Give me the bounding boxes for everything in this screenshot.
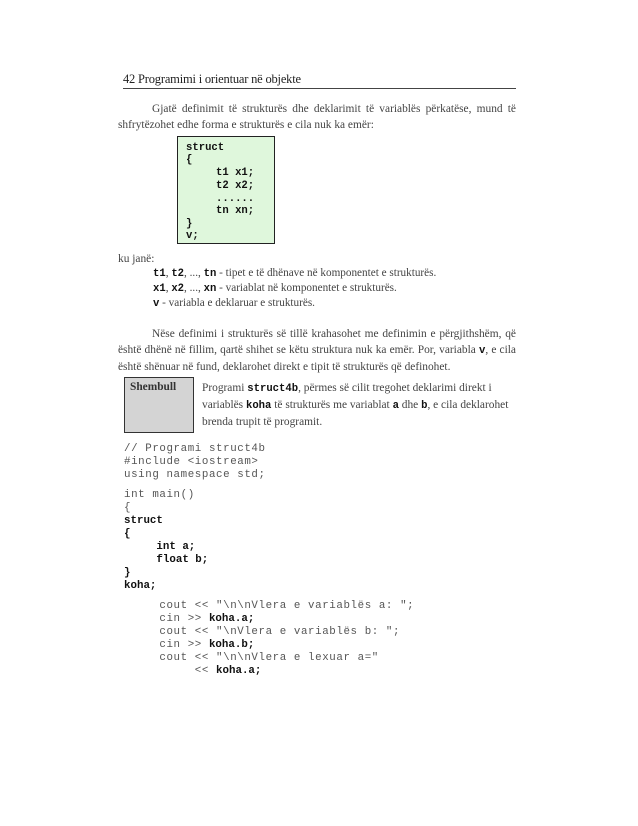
explanation-paragraph: Nëse definimi i strukturës së tillë krahasohet me definimin e përgjithshëm, që është dhënë në fillim, qartë shihet se këtu struktura nuk ka emër. Por, variabla v, e cila është shënuar në fund, deklarohet direkt e tipit të strukturës që definohet. xyxy=(118,328,516,373)
code-main: int main() xyxy=(124,489,195,501)
code-include: #include <iostream> xyxy=(124,456,259,468)
code-cout-3-cont: << koha.a; xyxy=(124,665,262,677)
code-using: using namespace std; xyxy=(124,469,266,481)
code-member-a: int a; xyxy=(124,541,196,553)
code-line: { xyxy=(186,154,193,166)
intro-paragraph: Gjatë definimit të strukturës dhe deklarimit të variablës përkatëse, mund të shfrytëzohet edhe forma e strukturës e cila nuk ka emër: xyxy=(118,103,516,131)
code-member-b: float b; xyxy=(124,554,209,566)
code-line: v; xyxy=(186,230,199,242)
code-struct-open: { xyxy=(124,528,131,540)
code-struct-keyword: struct xyxy=(124,515,163,527)
code-cout-3: cout << "\n\nVlera e lexuar a=" xyxy=(124,652,379,664)
code-open-brace: { xyxy=(124,502,132,514)
code-comment: // Programi struct4b xyxy=(124,443,266,455)
code-cin-1: cin >> koha.a; xyxy=(124,613,255,625)
code-line: t1 x1; xyxy=(216,167,255,179)
example-label: Shembull xyxy=(130,381,177,393)
definition-item: x1, x2, ..., xn - variablat në komponentet e strukturës. xyxy=(153,282,397,295)
code-cin-2: cin >> koha.b; xyxy=(124,639,255,651)
code-cout-2: cout << "\nVlera e variablës b: "; xyxy=(124,626,401,638)
definition-item: t1, t2, ..., tn - tipet e të dhënave në komponentet e strukturës. xyxy=(153,267,437,280)
code-var-decl: koha; xyxy=(124,580,157,592)
code-line: tn xn; xyxy=(216,205,255,217)
code-line: struct xyxy=(186,142,225,154)
chapter-title: Programimi i orientuar në objekte xyxy=(138,72,301,86)
header-rule xyxy=(123,88,516,89)
page-header xyxy=(123,72,516,87)
code-line: t2 x2; xyxy=(216,180,255,192)
definition-item: v - variabla e deklaruar e strukturës. xyxy=(153,297,315,310)
example-label-box xyxy=(124,377,194,433)
struct-example-box xyxy=(177,136,275,244)
code-line: ...... xyxy=(216,193,255,205)
code-struct-close: } xyxy=(124,567,131,579)
example-description: Programi struct4b, përmes së cilit tregohet deklarimi direkt i variablës koha të strukturës me variablat a dhe b, e cila deklarohet brenda trupit të programit. xyxy=(202,382,509,428)
definitions-intro: ku janë: xyxy=(118,253,155,265)
page-number: 42 xyxy=(123,72,136,86)
code-line: } xyxy=(186,218,193,230)
code-cout-1: cout << "\n\nVlera e variablës a: "; xyxy=(124,600,415,612)
